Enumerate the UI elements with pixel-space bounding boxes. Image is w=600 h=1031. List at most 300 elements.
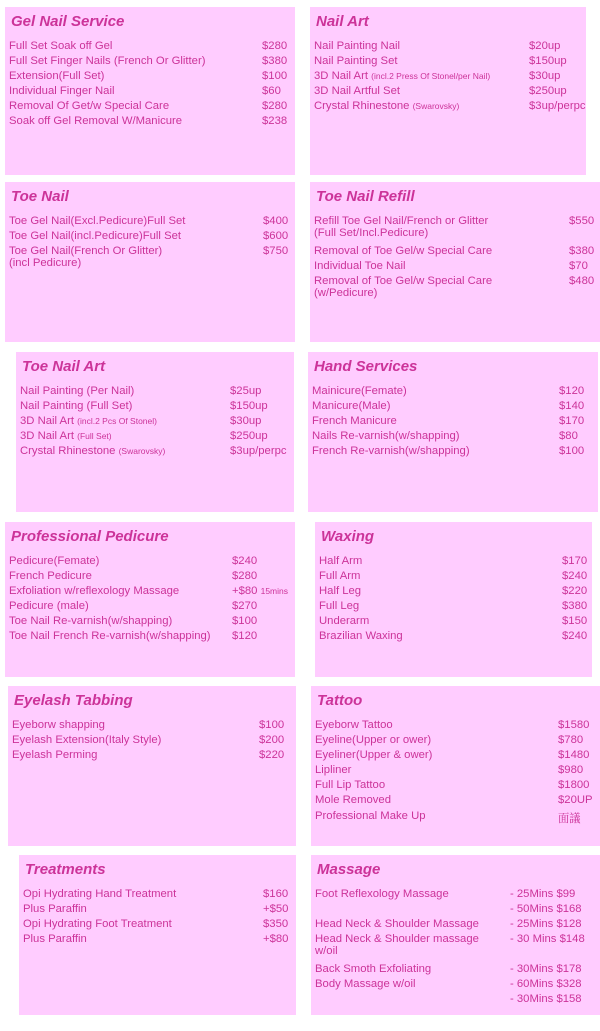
service-row <box>9 585 287 600</box>
service-price <box>569 260 588 272</box>
service-name <box>312 445 470 457</box>
service-row <box>20 400 286 415</box>
service-row <box>9 55 287 70</box>
section-title: Toe Nail Art <box>22 358 106 375</box>
service-name <box>319 630 403 642</box>
service-name-text: Removal Of Get/w Special Care <box>9 100 170 113</box>
service-price-text: $160 <box>263 888 289 900</box>
service-row <box>9 100 287 115</box>
service-name-text: Removal of Toe Gel/w Special Care <box>314 275 493 288</box>
service-price <box>558 764 583 776</box>
service-price <box>263 933 288 945</box>
service-name-text: Removal of Toe Gel/w Special Care <box>314 245 493 257</box>
service-name-text: Half Arm <box>319 555 363 567</box>
service-price-text: - 30Mins $178 <box>510 963 582 976</box>
service-price-text: $238 <box>262 115 288 128</box>
service-name-text: Head Neck & Shoulder massage <box>315 933 479 946</box>
service-price <box>232 555 257 567</box>
service-list <box>9 40 287 131</box>
service-name-text: Crystal Rhinestone <box>314 100 410 113</box>
service-name-text: Mainicure(Femate) <box>312 385 407 397</box>
service-name <box>315 978 415 990</box>
service-name <box>23 903 87 915</box>
service-price-text: $140 <box>559 400 585 413</box>
service-list <box>319 555 588 646</box>
service-price <box>510 888 575 900</box>
service-price <box>529 100 586 112</box>
service-row <box>315 888 592 903</box>
service-name-text: 3D Nail Art <box>314 70 368 83</box>
service-name-text: Nail Painting (Per Nail) <box>20 385 135 397</box>
service-price-text: $280 <box>262 100 288 113</box>
service-row <box>9 600 287 615</box>
service-row <box>9 70 287 85</box>
service-row <box>20 385 286 400</box>
service-name <box>9 55 205 67</box>
service-name <box>9 630 211 642</box>
service-name <box>20 445 165 457</box>
service-row <box>312 400 590 415</box>
service-price-text: $170 <box>562 555 588 567</box>
service-name <box>319 585 361 597</box>
service-price <box>558 719 589 731</box>
service-row <box>312 385 590 400</box>
service-name-text: Lipliner <box>315 764 352 777</box>
service-row <box>315 734 592 749</box>
panel-massage <box>311 855 600 1015</box>
service-name-text: Eyelash Extension(Italy Style) <box>12 734 162 747</box>
service-price <box>510 963 582 975</box>
service-name <box>314 55 398 67</box>
service-price-text: $480 <box>569 275 595 288</box>
service-row <box>20 445 286 460</box>
service-name-text: Full Set Soak off Gel <box>9 40 113 52</box>
service-name-text: Eyeline(Upper or ower) <box>315 734 432 747</box>
service-price <box>558 749 589 761</box>
service-name <box>9 215 185 227</box>
service-price-text: $150up <box>230 400 268 413</box>
service-price <box>230 445 287 457</box>
section-title: Waxing <box>321 528 375 545</box>
service-price-text: $100 <box>559 445 585 458</box>
service-row <box>9 230 287 245</box>
service-name <box>9 230 181 242</box>
service-price-text: $380 <box>262 55 288 68</box>
service-name <box>319 570 360 582</box>
service-price <box>262 100 287 112</box>
service-name <box>315 963 431 975</box>
service-price <box>263 215 288 227</box>
service-name <box>23 933 87 945</box>
service-price <box>510 918 582 930</box>
service-name-text: Opi Hydrating Foot Treatment <box>23 918 172 931</box>
service-list <box>9 215 287 275</box>
service-row <box>314 85 578 100</box>
service-name <box>9 245 162 269</box>
panel-waxing <box>315 522 592 677</box>
service-price-text: $3up/perpc <box>529 100 586 113</box>
panel-professional-pedicure <box>5 522 295 677</box>
service-name-text: Exfoliation w/reflexology Massage <box>9 585 180 598</box>
service-row <box>9 215 287 230</box>
service-price-text: +$80 <box>263 933 289 946</box>
service-row <box>12 734 288 749</box>
service-price-text: $170 <box>559 415 585 428</box>
service-name <box>314 215 488 239</box>
service-price-text: - 30 Mins $148 <box>510 933 585 946</box>
service-row <box>314 245 595 260</box>
section-title: Hand Services <box>314 358 418 375</box>
service-list <box>314 215 595 305</box>
service-row <box>314 100 586 115</box>
service-name <box>9 570 92 582</box>
service-price <box>559 385 584 397</box>
service-row <box>9 570 287 585</box>
service-price-text: $150up <box>529 55 567 68</box>
service-name <box>23 888 176 900</box>
service-price <box>230 385 261 397</box>
service-price-text: $1580 <box>558 719 590 731</box>
service-row <box>315 993 592 1008</box>
service-price-text: $3up/perpc <box>230 445 287 458</box>
service-price-text: $70 <box>569 260 588 273</box>
service-name-text: French Manicure <box>312 415 397 428</box>
service-list <box>20 385 286 460</box>
service-price <box>562 585 587 597</box>
service-row <box>314 260 592 275</box>
service-name <box>314 40 400 52</box>
panel-eyelash-tabbing <box>8 686 296 846</box>
service-row <box>23 888 288 903</box>
service-row <box>314 70 578 85</box>
service-price <box>263 888 288 900</box>
service-name <box>23 918 172 930</box>
service-name <box>314 245 492 257</box>
service-name-text: Full Arm <box>319 570 361 583</box>
service-price-text: $240 <box>562 570 588 583</box>
service-name-text: Full Set Finger Nails (French Or Glitter) <box>9 55 206 68</box>
service-name <box>20 430 112 442</box>
service-name-text: Toe Nail Re-varnish(w/shapping) <box>9 615 173 628</box>
service-price <box>559 445 584 457</box>
service-row <box>314 40 578 55</box>
service-name-text: Nail Painting Set <box>314 55 398 68</box>
service-price <box>232 615 257 627</box>
service-name-line2: w/oil <box>315 945 338 958</box>
service-list <box>315 719 592 825</box>
service-price <box>259 734 284 746</box>
service-row <box>9 245 287 275</box>
service-price <box>559 430 578 442</box>
service-name-text: Plus Paraffin <box>23 933 87 946</box>
service-name-text: Toe Gel Nail(Excl.Pedicure)Full Set <box>9 215 186 227</box>
service-price-text: $30up <box>529 70 561 83</box>
service-price-text: $20UP <box>558 794 593 807</box>
service-price <box>562 630 587 642</box>
service-name <box>20 385 134 397</box>
service-name-text: Toe Nail French Re-varnish(w/shapping) <box>9 630 211 643</box>
service-row <box>23 903 288 918</box>
service-price <box>562 555 587 567</box>
service-price-text: $240 <box>562 630 588 643</box>
service-price-text: - 25Mins $99 <box>510 888 576 900</box>
service-price-text: 面議 <box>558 812 581 825</box>
service-row <box>315 764 592 779</box>
service-name <box>314 100 459 112</box>
service-price <box>263 918 288 930</box>
service-price-text: $600 <box>263 230 289 243</box>
service-price <box>232 600 257 612</box>
service-note: (Swarovsky) <box>118 446 166 457</box>
panel-toe-nail <box>5 182 295 342</box>
service-name-text: 3D Nail Artful Set <box>314 85 401 98</box>
service-name-text: Half Leg <box>319 585 362 598</box>
service-row <box>319 630 588 645</box>
service-name <box>314 275 492 299</box>
service-price <box>262 115 287 127</box>
service-name <box>9 115 182 127</box>
service-name-text: Nails Re-varnish(w/shapping) <box>312 430 460 443</box>
service-row <box>9 85 287 100</box>
service-price-text: $550 <box>569 215 595 227</box>
service-price <box>569 275 594 287</box>
service-note: (Swarovsky) <box>412 101 460 112</box>
service-name-text: Opi Hydrating Hand Treatment <box>23 888 177 900</box>
service-name <box>315 888 449 900</box>
service-name <box>312 385 407 397</box>
service-price-text: $400 <box>263 215 289 227</box>
service-name-text: 3D Nail Art <box>20 415 74 428</box>
service-price-text: $240 <box>232 555 258 567</box>
service-name <box>9 70 104 82</box>
service-name-line2: (Full Set/Incl.Pedicure) <box>314 227 429 239</box>
service-price <box>510 993 582 1005</box>
service-price-text: $80 <box>559 430 578 443</box>
service-row <box>314 55 578 70</box>
service-name-text: Pedicure(Femate) <box>9 555 100 567</box>
panel-nail-art <box>310 7 586 175</box>
section-title: Eyelash Tabbing <box>14 692 133 709</box>
service-name <box>9 600 89 612</box>
service-name-text: Eyelash Perming <box>12 749 98 762</box>
section-title: Massage <box>317 861 381 878</box>
service-name-text: Foot Reflexology Massage <box>315 888 449 900</box>
service-price <box>558 779 589 791</box>
service-price <box>259 749 284 761</box>
service-name <box>9 555 99 567</box>
service-price-text: $1800 <box>558 779 590 792</box>
service-price-text: $250up <box>230 430 268 443</box>
service-price <box>510 978 582 990</box>
service-name-text: Toe Gel Nail(French Or Glitter) <box>9 245 163 258</box>
service-price-text: - 60Mins $328 <box>510 978 582 991</box>
service-name <box>312 400 390 412</box>
service-name <box>312 430 460 442</box>
service-price-text: - 50Mins $168 <box>510 903 582 916</box>
service-price <box>569 215 594 227</box>
service-price-text: $380 <box>569 245 595 257</box>
service-price-text: $60 <box>262 85 281 98</box>
panel-toe-nail-art <box>16 352 294 512</box>
service-name <box>9 40 112 52</box>
service-row <box>12 749 288 764</box>
service-price-text: $20up <box>529 40 561 52</box>
service-price-text: $100 <box>262 70 288 83</box>
service-price <box>562 570 587 582</box>
service-name-text: Eyeliner(Upper & ower) <box>315 749 433 762</box>
service-price <box>230 415 261 427</box>
service-price <box>263 245 288 257</box>
service-row <box>315 918 592 933</box>
service-price <box>510 933 585 945</box>
service-price <box>232 630 257 642</box>
service-list <box>9 555 287 646</box>
service-name-text: Back Smoth Exfoliating <box>315 963 432 976</box>
service-name <box>315 794 391 806</box>
service-price <box>262 85 281 97</box>
service-name <box>315 719 393 731</box>
service-list <box>315 888 592 1009</box>
service-price-text: $120 <box>559 385 585 397</box>
service-row <box>319 615 588 630</box>
service-name <box>12 749 97 761</box>
service-name <box>315 764 351 776</box>
service-name <box>314 70 490 82</box>
service-price-text: $120 <box>232 630 258 643</box>
service-name <box>315 779 385 791</box>
service-name <box>315 933 479 957</box>
service-row <box>315 779 592 794</box>
service-row <box>9 630 287 645</box>
service-price-text: $200 <box>259 734 285 747</box>
service-price-text: $25up <box>230 385 262 397</box>
section-title: Gel Nail Service <box>11 13 125 30</box>
service-list <box>312 385 590 460</box>
service-name <box>315 734 431 746</box>
service-price-text: $280 <box>262 40 288 52</box>
service-name-text: Head Neck & Shoulder Massage <box>315 918 479 931</box>
service-name-text: Nail Painting (Full Set) <box>20 400 133 413</box>
service-price-text: $780 <box>558 734 584 747</box>
service-row <box>314 275 595 305</box>
service-name-text: Brazilian Waxing <box>319 630 403 643</box>
service-name <box>12 719 105 731</box>
service-row <box>315 963 592 978</box>
service-note: (incl.2 Press Of Stonel/per Nail) <box>371 71 491 82</box>
service-name-text: Eyeborw Tattoo <box>315 719 393 731</box>
service-price <box>262 70 287 82</box>
service-name-text: French Pedicure <box>9 570 92 583</box>
service-price <box>259 719 284 731</box>
service-name <box>9 100 169 112</box>
service-name-text: Eyeborw shapping <box>12 719 105 731</box>
service-name <box>9 585 179 597</box>
service-price <box>230 400 268 412</box>
service-name-text: Full Leg <box>319 600 360 613</box>
service-row <box>315 719 592 734</box>
service-row <box>9 40 287 55</box>
service-name <box>315 918 479 930</box>
service-row <box>12 719 288 734</box>
service-row <box>23 918 288 933</box>
service-name <box>20 400 132 412</box>
service-price <box>559 415 584 427</box>
service-price <box>529 85 567 97</box>
service-name-text: Individual Finger Nail <box>9 85 115 98</box>
service-price-text: $220 <box>259 749 285 762</box>
service-name <box>319 555 362 567</box>
service-name-text: Individual Toe Nail <box>314 260 406 273</box>
section-title: Toe Nail Refill <box>316 188 415 205</box>
service-price <box>263 903 288 915</box>
service-name-text: Full Lip Tattoo <box>315 779 386 792</box>
service-price-text: $980 <box>558 764 584 777</box>
service-name <box>315 749 432 761</box>
service-price <box>562 600 587 612</box>
service-row <box>20 415 286 430</box>
service-price <box>510 903 582 915</box>
service-name <box>9 615 172 627</box>
service-name <box>12 734 161 746</box>
service-name-text: Plus Paraffin <box>23 903 87 916</box>
service-price <box>529 55 567 67</box>
service-price-text: +$50 <box>263 903 289 916</box>
service-row <box>312 430 590 445</box>
service-row <box>20 430 286 445</box>
service-name-text: Pedicure (male) <box>9 600 89 613</box>
panel-hand-services <box>308 352 598 512</box>
service-name <box>20 415 157 427</box>
section-title: Toe Nail <box>11 188 69 205</box>
service-price-text: $270 <box>232 600 258 613</box>
section-title: Treatments <box>25 861 106 878</box>
service-row <box>312 445 590 460</box>
service-name-line2: (w/Pedicure) <box>314 287 378 300</box>
service-row <box>315 903 592 918</box>
service-row <box>319 555 588 570</box>
service-price <box>232 570 257 582</box>
service-row <box>319 600 588 615</box>
service-row <box>319 585 588 600</box>
service-name-text: Nail Painting Nail <box>314 40 401 52</box>
service-price-text: $250up <box>529 85 567 98</box>
service-price <box>262 40 287 52</box>
service-list <box>314 40 586 115</box>
service-name-text: Refill Toe Gel Nail/French or Glitter <box>314 215 489 227</box>
service-price-text: $350 <box>263 918 289 931</box>
service-name-text: Underarm <box>319 615 370 628</box>
service-name-text: French Re-varnish(w/shapping) <box>312 445 470 458</box>
service-price <box>232 585 288 597</box>
service-row <box>315 933 592 963</box>
panel-treatments <box>19 855 296 1015</box>
service-row <box>315 749 592 764</box>
service-row <box>23 933 288 948</box>
service-price <box>529 70 560 82</box>
panel-gel-nail-service <box>5 7 295 175</box>
service-price <box>558 810 581 826</box>
service-row <box>315 810 592 825</box>
service-price-text: $280 <box>232 570 258 583</box>
service-name <box>314 260 405 272</box>
service-row <box>314 215 595 245</box>
service-price-text: $750 <box>263 245 289 258</box>
service-price <box>263 230 288 242</box>
service-name <box>315 810 426 822</box>
section-title: Nail Art <box>316 13 369 30</box>
service-name-text: Professional Make Up <box>315 809 426 822</box>
service-name-text: Crystal Rhinestone <box>20 445 116 458</box>
